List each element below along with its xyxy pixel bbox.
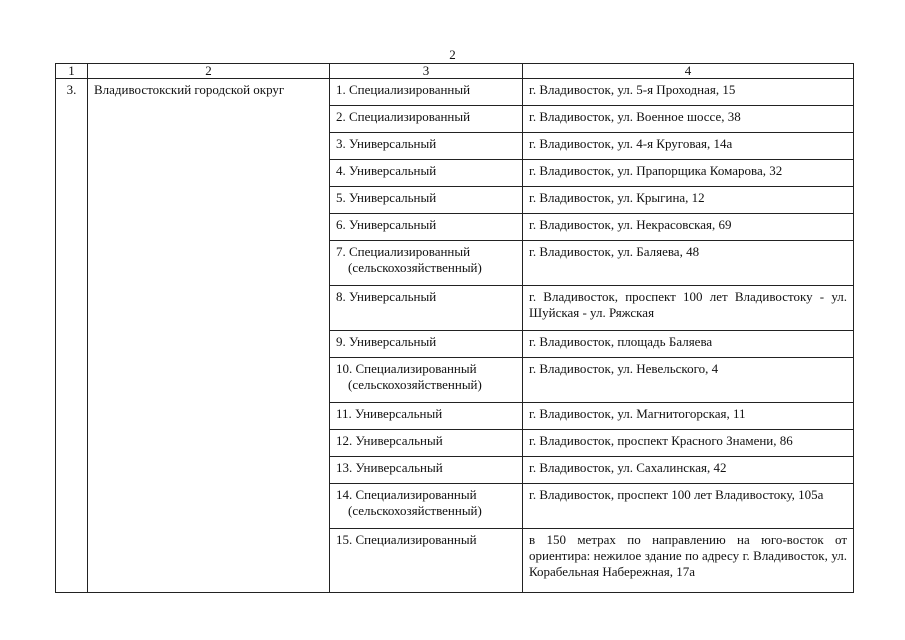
market-type-label: 6. Универсальный [336, 217, 437, 232]
market-address: г. Владивосток, ул. Сахалинская, 42 [523, 457, 854, 484]
market-type [330, 133, 523, 160]
market-type-label: 1. Специализированный [336, 82, 471, 97]
market-address: в 150 метрах по направлению на юго-восток от ориентира: нежилое здание по адресу г. Владивосток, ул. Корабельная Набережная, 17а [523, 529, 854, 593]
market-address: г. Владивосток, ул. Военное шоссе, 38 [523, 106, 854, 133]
market-type [330, 187, 523, 214]
market-address: г. Владивосток, ул. Невельского, 4 [523, 358, 854, 403]
header-row [56, 64, 854, 79]
market-address: г. Владивосток, ул. Крыгина, 12 [523, 187, 854, 214]
market-type [330, 331, 523, 358]
header-col-4: 4 [523, 64, 854, 79]
header-col-3: 3 [330, 64, 523, 79]
market-type-label: 5. Универсальный [336, 190, 437, 205]
market-type [330, 160, 523, 187]
market-type-label: 3. Универсальный [336, 136, 437, 151]
market-type-label: 12. Универсальный [336, 433, 443, 448]
market-type-label: 2. Специализированный [336, 109, 471, 124]
market-type [330, 403, 523, 430]
market-type [330, 214, 523, 241]
market-type-subtype: (сельскохозяйственный) [348, 377, 482, 392]
header-col-2: 2 [88, 64, 330, 79]
market-type-subtype: (сельскохозяйственный) [348, 503, 482, 518]
market-address: г. Владивосток, ул. Некрасовская, 69 [523, 214, 854, 241]
market-address: г. Владивосток, ул. 5-я Проходная, 15 [523, 79, 854, 106]
market-address: г. Владивосток, проспект 100 лет Владивостоку, 105а [523, 484, 854, 529]
market-address: г. Владивосток, площадь Баляева [523, 331, 854, 358]
district-name: Владивостокский городской округ [88, 79, 330, 593]
market-type-label: 11. Универсальный [336, 406, 443, 421]
market-address: г. Владивосток, проспект 100 лет Владивостоку - ул. Шуйская - ул. Ряжская [523, 286, 854, 331]
market-type-subtype: (сельскохозяйственный) [348, 260, 482, 275]
row-number: 3. [56, 79, 88, 593]
market-type-label: 8. Универсальный [336, 289, 437, 304]
market-type-label: 10. Специализированный [336, 361, 477, 376]
market-address: г. Владивосток, ул. Магнитогорская, 11 [523, 403, 854, 430]
market-type [330, 79, 523, 106]
market-type-label: 15. Специализированный [336, 532, 477, 547]
market-address: г. Владивосток, ул. Прапорщика Комарова, 32 [523, 160, 854, 187]
market-type [330, 286, 523, 331]
market-type-label: 14. Специализированный [336, 487, 477, 502]
market-type [330, 106, 523, 133]
market-type [330, 457, 523, 484]
table-row [56, 79, 854, 106]
market-address: г. Владивосток, ул. 4-я Круговая, 14а [523, 133, 854, 160]
market-type [330, 484, 523, 529]
market-type [330, 241, 523, 286]
market-type-label: 7. Специализированный [336, 244, 471, 259]
market-type [330, 529, 523, 593]
market-type [330, 358, 523, 403]
market-type [330, 430, 523, 457]
page-number: 2 [449, 47, 456, 62]
market-address: г. Владивосток, проспект Красного Знамени, 86 [523, 430, 854, 457]
market-type-label: 9. Универсальный [336, 334, 437, 349]
market-type-label: 4. Универсальный [336, 163, 437, 178]
header-col-1: 1 [56, 64, 88, 79]
markets-table [55, 63, 854, 593]
market-type-label: 13. Универсальный [336, 460, 443, 475]
market-address: г. Владивосток, ул. Баляева, 48 [523, 241, 854, 286]
